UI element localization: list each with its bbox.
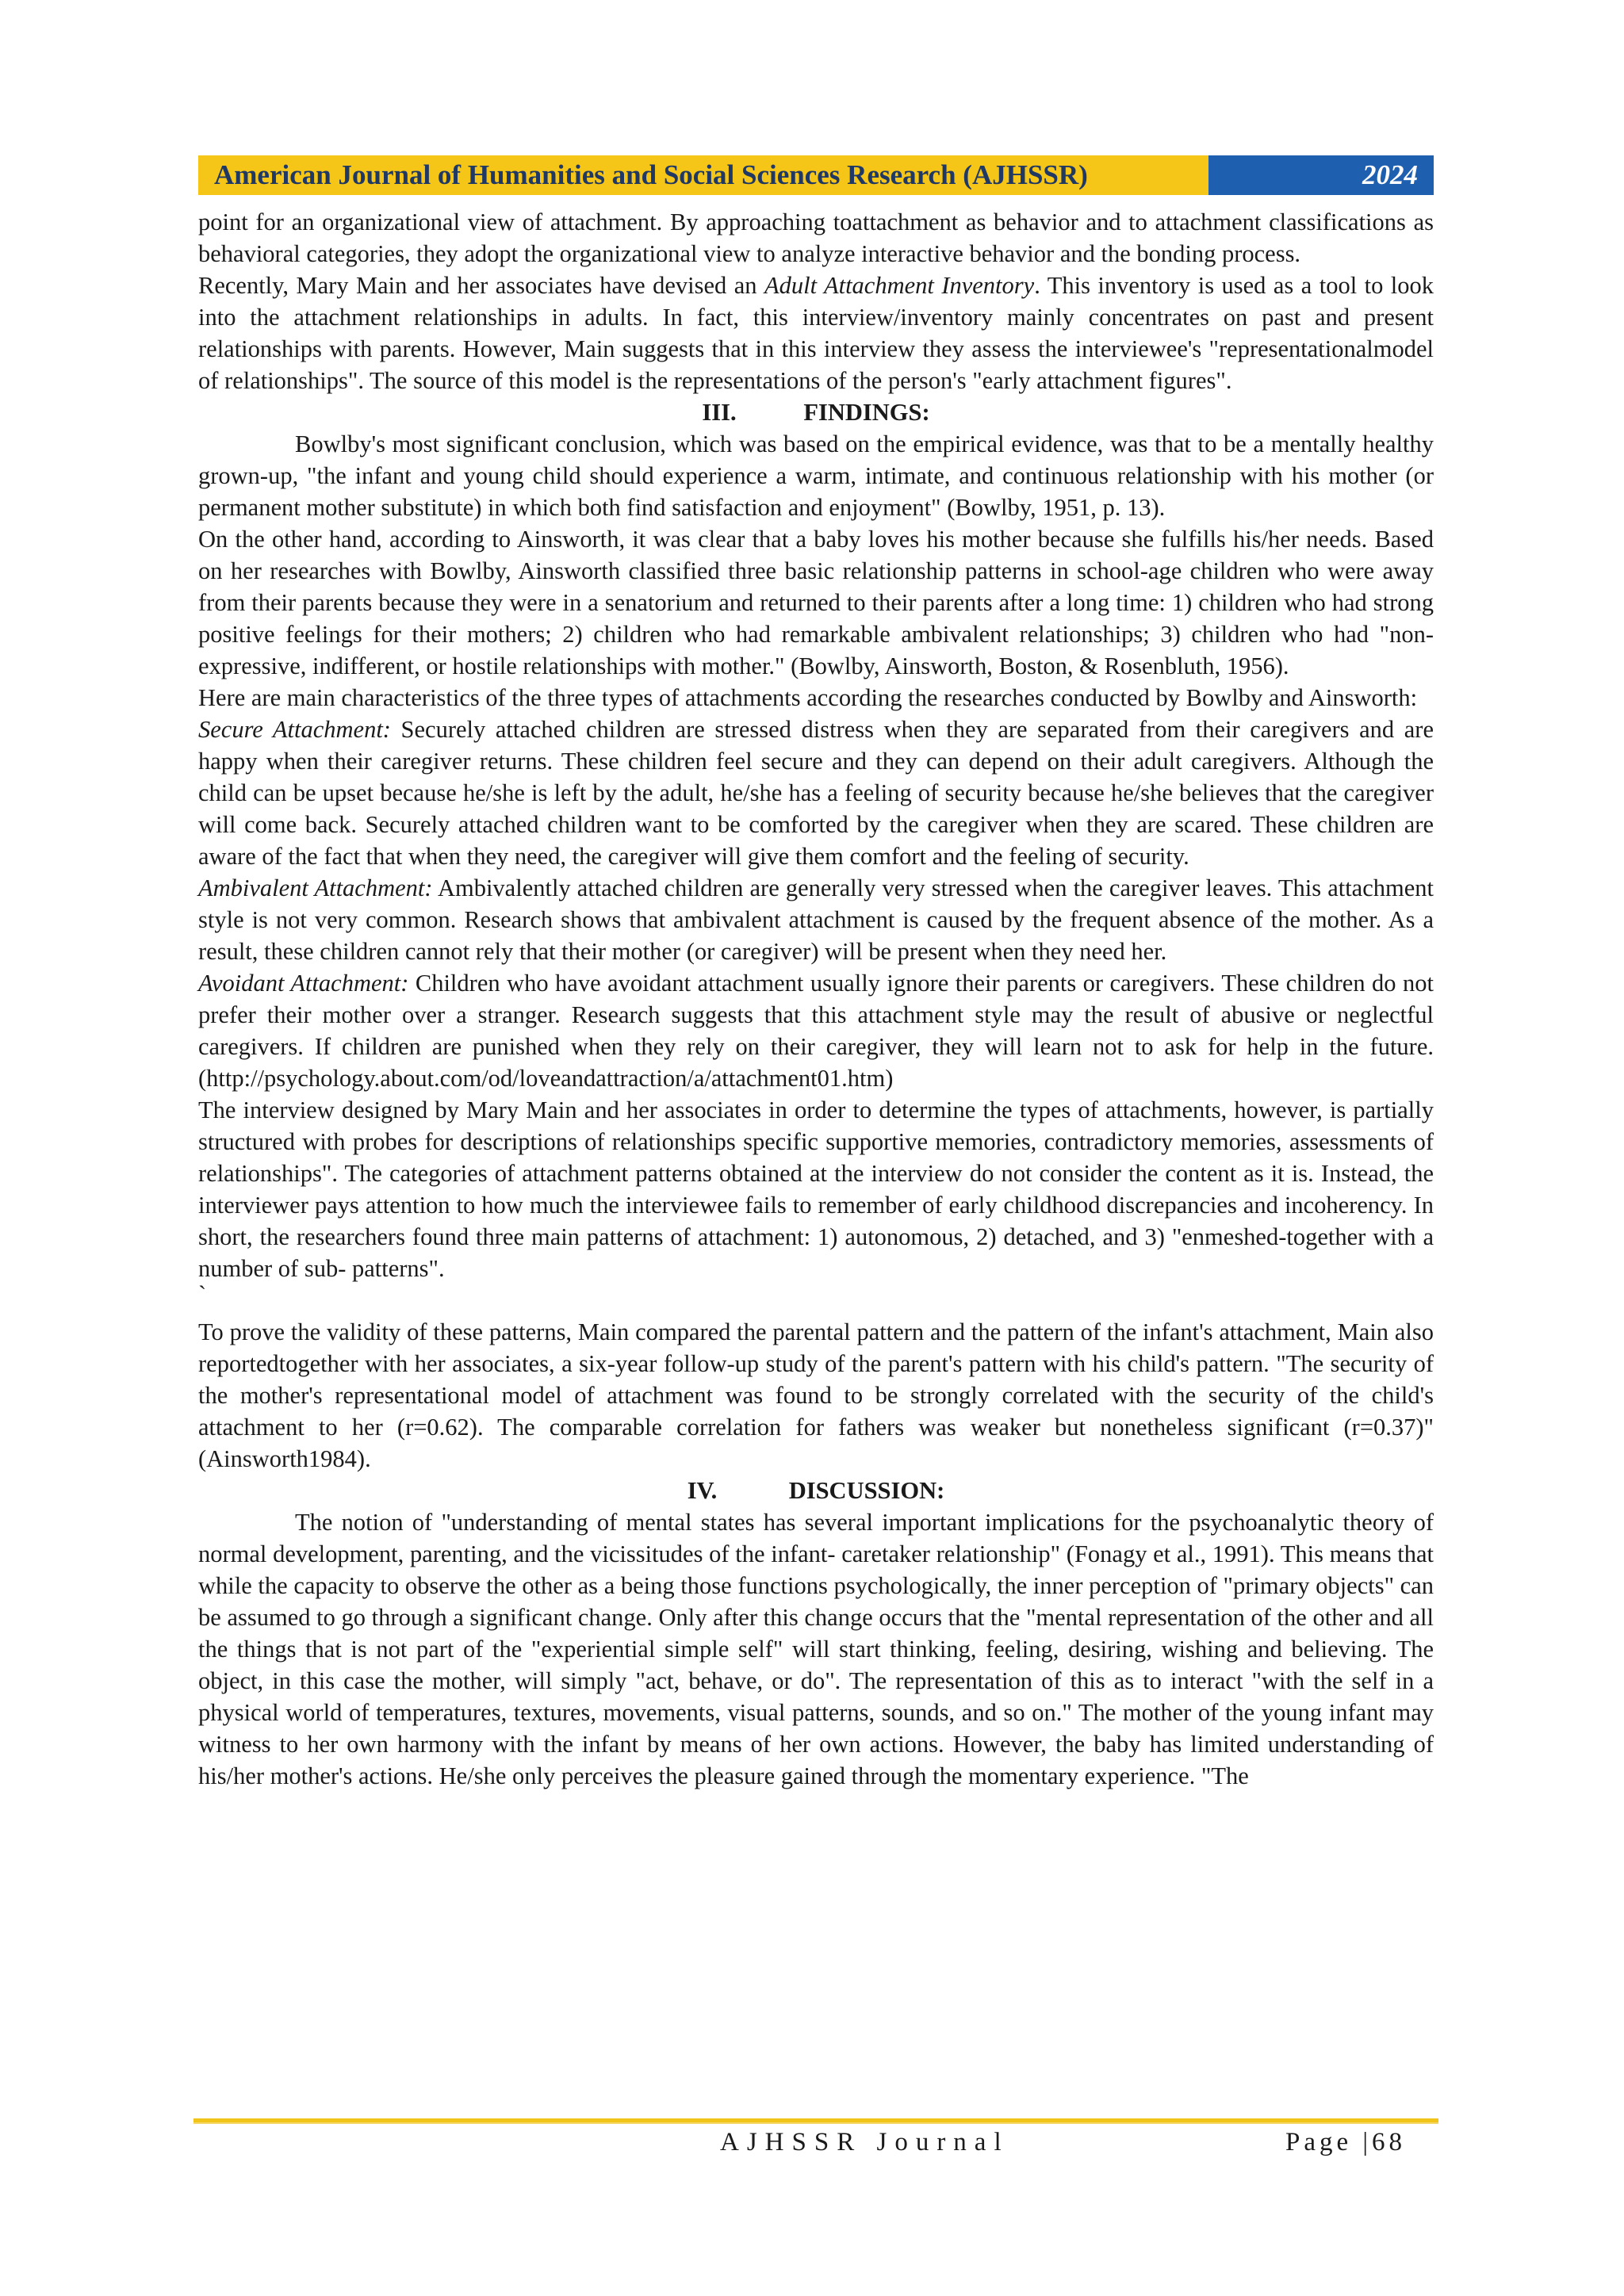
text-run: Securely attached children are stressed distress when they are separated from their caregivers and are happy when their caregiver returns. These children feel secure and they can depend on their adult caregivers. Although the child can be upset because he/she is left by the adult, he/she has a feeling of security because he/she believes that the caregiver will come back. Securely attached children want to be comforted by the caregiver when they are scared. These children are aware of the fact that when they need, the caregiver will give them comfort and the feeling of security.	[198, 716, 1434, 870]
section-heading-findings	[198, 396, 1434, 428]
journal-header	[198, 155, 1434, 195]
section-number: III.	[702, 399, 737, 426]
footer-rule	[193, 2118, 1438, 2124]
section-number: IV.	[687, 1477, 718, 1504]
term-label: Secure Attachment:	[198, 716, 391, 743]
paragraph: Here are main characteristics of the three types of attachments according the researches conducted by Bowlby and Ainsworth:	[198, 684, 1418, 711]
text-run: Recently, Mary Main and her associates have devised an	[198, 272, 764, 299]
paragraph: The interview designed by Mary Main and her associates in order to determine the types of attachments, however, is partially structured with probes for descriptions of relationships specific supportive memories, contradictory memories, assessments of relationships". The categories of attachment patterns obtained at the interview do not consider the content as it is. Instead, the interviewer pays attention to how much the interviewee fails to remember of early childhood discrepancies and incoherency. In short, the researchers found three main patterns of attachment: 1) autonomous, 2) detached, and 3) "enmeshed-together with a number of sub- patterns".	[198, 1096, 1434, 1282]
stray-mark: `	[198, 1281, 207, 1308]
term-label: Ambivalent Attachment:	[198, 874, 433, 901]
paragraph-avoidant	[198, 967, 1434, 1094]
publication-year: 2024	[1208, 155, 1434, 195]
paragraph: To prove the validity of these patterns, Main compared the parental pattern and the pattern of the infant's attachment, Main also reportedtogether with her associates, a six-year follow-up study of the parent's pattern with his child's pattern. "The security of the mother's representational model of attachment was found to be strongly correlated with the security of the child's attachment to her (r=0.62). The comparable correlation for fathers was weaker but nonetheless significant (r=0.37)"(Ainsworth1984).	[198, 1318, 1434, 1472]
section-title: DISCUSSION:	[788, 1477, 945, 1504]
paragraph: point for an organizational view of attachment. By approaching toattachment as behavior and to attachment classifications as behavioral categories, they adopt the organizational view to analyze interactive behavior and the bonding process.	[198, 209, 1434, 267]
inventory-title: Adult Attachment Inventory	[764, 272, 1035, 299]
text-run: Ambivalently attached children are generally very stressed when the caregiver leaves. This attachment style is not very common. Research shows that ambivalent attachment is caused by the frequent absence of the mother. As a result, these children cannot rely that their mother (or caregiver) will be present when they need her.	[198, 874, 1434, 965]
section-title: FINDINGS:	[803, 399, 930, 426]
paragraph-ambivalent	[198, 872, 1434, 967]
article-body	[198, 206, 1434, 1792]
journal-title: American Journal of Humanities and Social Sciences Research (AJHSSR)	[198, 155, 1208, 195]
paragraph	[198, 270, 1434, 396]
paragraph: Bowlby's most significant conclusion, which was based on the empirical evidence, was that to be a mentally healthy grown-up, "the infant and young child should experience a warm, intimate, and continuous relationship with his mother (or permanent mother substitute) in which both find satisfaction and enjoyment" (Bowlby, 1951, p. 13).	[198, 430, 1434, 521]
footer-journal: AJHSSR Journal	[720, 2128, 1009, 2156]
paragraph: On the other hand, according to Ainsworth, it was clear that a baby loves his mother because she fulfills his/her needs. Based on her researches with Bowlby, Ainsworth classified three basic relationship patterns in school-age children who were away from their parents because they were in a senatorium and returned to their parents after a long time: 1) children who had strong positive feelings for their mothers; 2) children who had remarkable ambivalent relationships; 3) children who had "non-expressive, indifferent, or hostile relationships with mother." (Bowlby, Ainsworth, Boston, & Rosenbluth, 1956).	[198, 526, 1434, 679]
term-label: Avoidant Attachment:	[198, 970, 409, 997]
page-number: Page |68	[1285, 2128, 1407, 2156]
text-run: Children who have avoidant attachment usually ignore their parents or caregivers. These children do not prefer their mother over a stranger. Research suggests that this attachment style may the result of abusive or neglectful caregivers. If children are punished when they rely on their caregiver, they will learn not to ask for help in the future. (http://psychology.about.com/od/loveandattraction/a/attachment01.htm)	[198, 970, 1434, 1092]
paragraph-secure	[198, 714, 1434, 872]
paragraph: The notion of "understanding of mental states has several important implications for the psychoanalytic theory of normal development, parenting, and the vicissitudes of the infant- caretaker relationship" (Fonagy et al., 1991). This means that while the capacity to observe the other as a being those functions psychologically, the inner perception of "primary objects" can be assumed to go through a significant change. Only after this change occurs that the "mental representation of the other and all the things that is not part of the "experiential simple self" will start thinking, feeling, desiring, wishing and believing. The object, in this case the mother, will simply "act, behave, or do". The representation of this as to interact "with the self in a physical world of temperatures, textures, movements, visual patterns, sounds, and so on." The mother of the young infant may witness to her own harmony with the infant by means of her own actions. However, the baby has limited understanding of his/her mother's actions. He/she only perceives the pleasure gained through the momentary experience. "The	[198, 1509, 1434, 1789]
text-run: . This inventory is used as a tool to look into the attachment relationships in adults. In fact, this interview/inventory mainly concentrates on past and present relationships with parents. However, Main suggests that in this interview they assess the interviewee's "representationalmodel of relationships". The source of this model is the representations of the person's "early attachment figures".	[198, 272, 1434, 394]
section-heading-discussion	[198, 1475, 1434, 1506]
